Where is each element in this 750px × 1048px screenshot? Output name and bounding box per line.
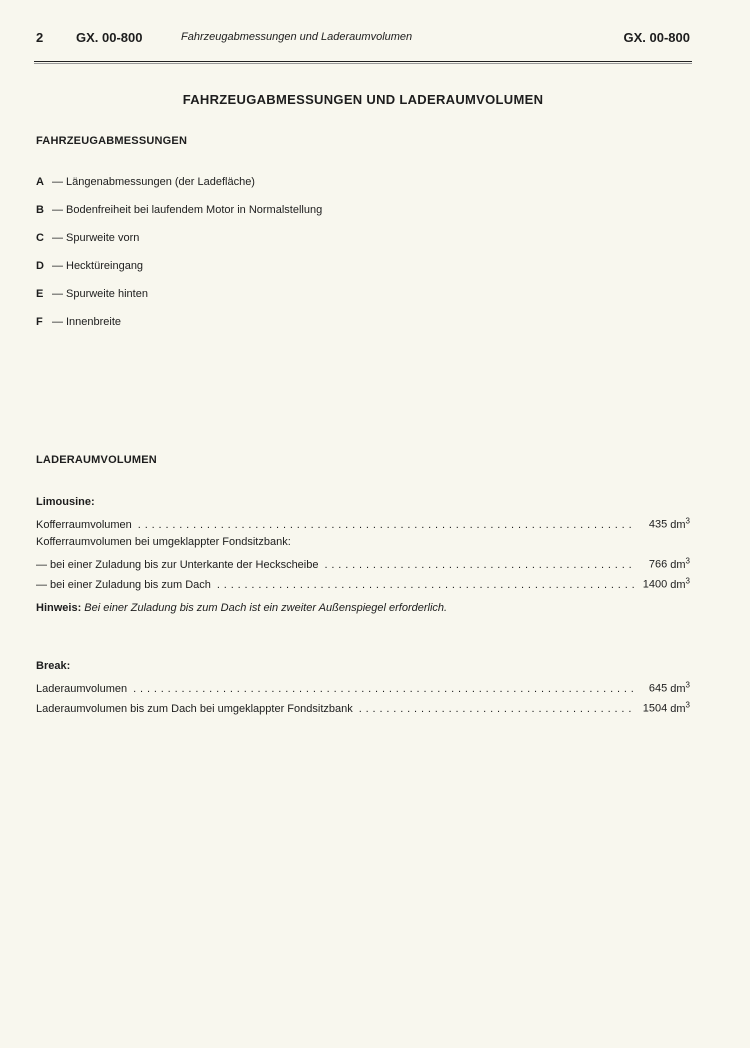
row-value: 645 $dm^3$ xyxy=(648,680,690,695)
dimension-text: Innenbreite xyxy=(66,316,122,328)
list-item xyxy=(36,204,322,232)
dot-leader xyxy=(324,559,634,571)
dimension-dash: — xyxy=(52,288,63,300)
row-value: 766 $dm^3$ xyxy=(648,556,690,571)
dimension-dash: — xyxy=(52,176,63,188)
dimension-dash: — xyxy=(52,232,63,244)
row-value: 435 $dm^3$ xyxy=(648,516,690,531)
dimension-key: D xyxy=(36,260,44,272)
dimension-dash: — xyxy=(52,204,63,216)
dimension-text: Bodenfreiheit bei laufendem Motor in Normalstellung xyxy=(66,204,323,216)
list-item xyxy=(36,316,322,344)
dot-leader xyxy=(138,519,634,531)
list-item xyxy=(36,232,322,260)
list-item xyxy=(36,288,322,316)
limousine-label: Limousine: xyxy=(36,496,95,508)
row-label: — bei einer Zuladung bis zur Unterkante der Heckscheibe xyxy=(36,558,319,571)
document-code-right: GX. 00-800 xyxy=(623,30,690,45)
table-row xyxy=(36,516,690,536)
folded-intro: Kofferraumvolumen bei umgeklappter Fondsitzbank: xyxy=(36,536,291,548)
row-value: 1400 $dm^3$ xyxy=(642,576,690,591)
volume-heading: LADERAUMVOLUMEN xyxy=(36,454,157,466)
dimension-key: A xyxy=(36,176,44,188)
dot-leader xyxy=(359,703,634,715)
dimension-text: Hecktüreingang xyxy=(66,260,144,272)
dot-leader xyxy=(217,579,634,591)
dimension-dash: — xyxy=(52,316,63,328)
row-label: Laderaumvolumen bis zum Dach bei umgeklappter Fondsitzbank xyxy=(36,702,353,715)
row-label: Laderaumvolumen xyxy=(36,682,128,695)
break-label: Break: xyxy=(36,660,71,672)
list-item xyxy=(36,260,322,288)
note-text: Bei einer Zuladung bis zum Dach ist ein zweiter Außenspiegel erforderlich. xyxy=(84,602,448,614)
note xyxy=(36,602,690,622)
dot-leader xyxy=(133,683,634,695)
document-code-left: GX. 00-800 xyxy=(76,30,143,45)
dimension-key: B xyxy=(36,204,44,216)
table-row xyxy=(36,680,690,700)
header-divider xyxy=(34,61,692,62)
dimension-dash: — xyxy=(52,260,63,272)
page-number: 2 xyxy=(36,30,44,45)
page-header xyxy=(36,30,690,50)
row-label: — bei einer Zuladung bis zum Dach xyxy=(36,578,211,591)
row-value: 1504 $dm^3$ xyxy=(642,700,690,715)
header-title: Fahrzeugabmessungen und Laderaumvolumen xyxy=(181,31,413,43)
page-title: FAHRZEUGABMESSUNGEN UND LADERAUMVOLUMEN xyxy=(182,92,544,107)
dimension-text: Spurweite hinten xyxy=(66,288,148,300)
dimensions-heading: FAHRZEUGABMESSUNGEN xyxy=(36,135,188,147)
list-item xyxy=(36,176,322,204)
dimension-text: Spurweite vorn xyxy=(66,232,140,244)
dimension-key: F xyxy=(36,316,43,328)
row-label: Kofferraumvolumen xyxy=(36,518,132,531)
table-row xyxy=(36,700,690,720)
dimension-key: C xyxy=(36,232,44,244)
dimensions-list xyxy=(36,176,322,344)
table-row xyxy=(36,576,690,596)
dimension-key: E xyxy=(36,288,44,300)
limousine-section xyxy=(36,496,690,622)
header-divider-secondary xyxy=(34,63,692,64)
note-label: Hinweis: xyxy=(36,602,82,614)
dimension-text: Längenabmessungen (der Ladefläche) xyxy=(66,176,255,188)
table-row xyxy=(36,556,690,576)
break-section xyxy=(36,660,690,720)
